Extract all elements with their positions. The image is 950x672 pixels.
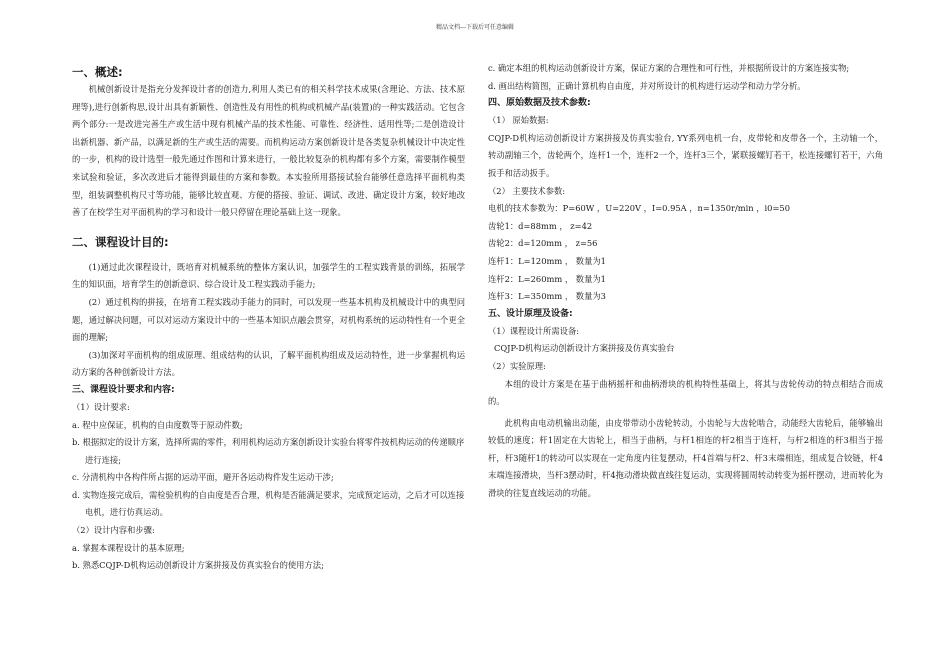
requirements-subheading: （1）设计要求: xyxy=(72,401,130,412)
page-header: 精品文档---下载后可任意编辑 xyxy=(435,24,515,31)
content-subheading: （2）设计内容和步骤: xyxy=(72,525,155,536)
gear-1-params: 齿轮1：d=88mm ， z=42 xyxy=(488,220,593,231)
section-purpose-title: 二、课程设计目的: xyxy=(72,234,169,249)
section-overview-title: 一、概述: xyxy=(72,65,123,79)
principle-paragraph-2: 此机构由电动机输出动能，由皮带带动小齿轮转动，小齿轮与大齿轮啮合，动能经大齿轮后，能够输出较低的速度；杆1固定在大齿轮上，相当于曲柄，与杆1相连的杆2相当于连杆，与杆2相连的杆3相当于摇杆，杆3随杆1的转动可以实现在一定角度内往复摆动，杆4首端与杆2、杆3末端相连，组成复合铰链，杆4末端连接滑块，当杆3摆动时，杆4拖动滑块做直线往复运动，实现将圆周转动转变为摇杆摆动，进而转化为滑块的往复直线运动的功能。 xyxy=(488,417,883,499)
equipment-subheading: （1）课程设计所需设备: xyxy=(488,325,580,336)
right-column xyxy=(488,60,883,503)
link-2-params: 连杆2：L=260mm ， 数量为1 xyxy=(488,273,606,284)
left-column xyxy=(72,60,465,575)
overview-paragraph: 机械创新设计是指充分发挥设计者的创造力,利用人类已有的相关科学技术成果(含理论、方法、技术原理等),进行创新构思,设计出具有新颖性、创造性及有用性的机构或机械产品(装置)的一种实践活动。它包含两个部分:一是改进完善生产或生活中现有机械产品的技术性能、可靠性、经济性、适用性等;二是创造设计出新机器、新产品，以满足新的生产或生活的需要。而机构运动方案创新设计是各类复杂机械设计中决定性的一步，机构的设计选型一般先通过作图和计算来进行，一般比较复杂的机构都有多个方案，需要制作模型来试验和验证，多次改进后才能得到最佳的方案和参数。本实验所用搭接试验台能够任意选择平面机构类型，组装调整机构尺寸等功能，能够比较直观、方便的搭接、验证、调试、改进、确定设计方案，较好地改善了在校学生对平面机构的学习和设计一般只停留在理论基础上这一现象。 xyxy=(72,84,465,218)
content-item-c: c. 确定本组的机构运动创新设计方案，保证方案的合理性和可行性，并根据所设计的方案连接实物; xyxy=(488,63,850,73)
tech-params-subheading: （2） 主要技术参数: xyxy=(488,185,566,196)
content-item-a: a. 掌握本课程设计的基本原理; xyxy=(72,542,185,553)
requirement-item-a: a. 程中应保证，机构的自由度数等于原动件数; xyxy=(72,419,243,430)
section-principle-title: 五、设计原理及设备: xyxy=(488,308,573,319)
section-requirements-title: 三、课程设计要求和内容: xyxy=(72,384,175,395)
section-data-title: 四、原始数据及技术参数: xyxy=(488,98,591,109)
link-3-params: 连杆3：L=350mm ， 数量为3 xyxy=(488,291,606,302)
raw-data-subheading: （1） 原始数据: xyxy=(488,115,549,126)
gear-2-params: 齿轮2：d=120mm ， z=56 xyxy=(488,238,598,249)
content-item-b: b. 熟悉CQJP-D机构运动创新设计方案拼接及仿真实验台的使用方法; xyxy=(72,560,324,571)
purpose-paragraph-1: (1)通过此次课程设计，既培育对机械系统的整体方案认识，加强学生的工程实践背景的训练，拓展学生的知识面，培育学生的创新意识、综合设计及工程实践动手能力; xyxy=(72,261,465,290)
equipment-item: CQJP-D机构运动创新设计方案拼接及仿真实验台 xyxy=(494,343,675,354)
motor-params: 电机的技术参数为：P=60W ，U=220V ，I=0.95A ，n=1350r/min ，i0=50 xyxy=(488,203,790,214)
raw-data-paragraph: CQJP-D机构运动创新设计方案拼接及仿真实验台, YY系列电机一台，皮带轮和皮带各一个，主动轴一个，转动副轴三个，齿轮两个，连杆1一个，连杆2一个，连杆3三个，紧联接螺钉若干，松连接螺钉若干，六角扳手和活动扳手。 xyxy=(488,132,883,178)
requirement-item-b: b. 根据拟定的设计方案，选择所需的零件，利用机构运动方案创新设计实验台将零件按机构运动的传递顺序进行连接; xyxy=(72,437,465,465)
purpose-paragraph-2: (2）通过机构的拼接，在培育工程实践动手能力的同时，可以发现一些基本机构及机械设计中的典型问题，通过解决问题，可以对运动方案设计中的一些基本知识点融会贯穿，对机构系统的运动特性有一个更全面的理解; xyxy=(72,296,465,343)
principle-paragraph-1: 本组的设计方案是在基于曲柄摇杆和曲柄滑块的机构特性基础上，将其与齿轮传动的特点相结合而成的。 xyxy=(488,378,883,407)
requirement-item-c: c. 分清机构中各构件所占据的运动平面，避开各运动构件发生运动干涉; xyxy=(72,472,334,483)
requirement-item-d: d. 实物连接完成后，需检验机构的自由度是否合理，机构是否能满足要求，完成预定运动，之后才可以连接电机，进行仿真运动。 xyxy=(72,489,465,518)
purpose-paragraph-3: (3)加深对平面机构的组成原理、组成结构的认识，了解平面机构组成及运动特性，进一步掌握机构运动方案的各种创新设计方法。 xyxy=(72,349,465,378)
principle-subheading: （2）实验原理: xyxy=(488,360,546,371)
link-1-params: 连杆1：L=120mm ， 数量为1 xyxy=(488,255,606,266)
content-item-d: d. 画出结构简图，正确计算机构自由度，并对所设计的机构进行运动学和动力学分析。 xyxy=(488,80,806,91)
